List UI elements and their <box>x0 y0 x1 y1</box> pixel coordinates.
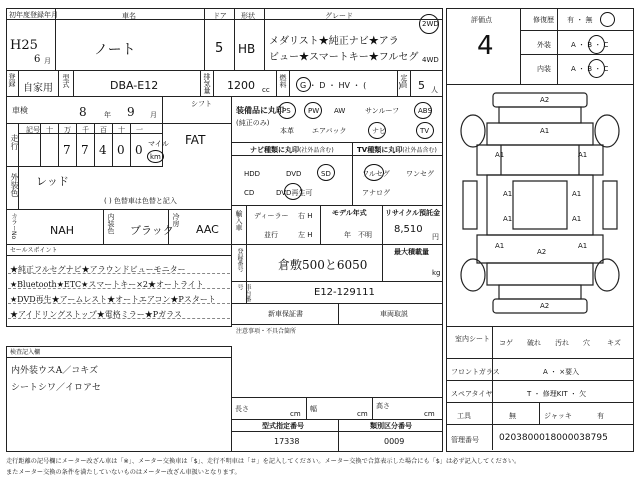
doors-value: 5 <box>215 41 224 56</box>
width-unit: cm <box>357 410 368 418</box>
color-no-value: NAH <box>50 224 75 237</box>
navi-hdd: HDD <box>244 170 261 178</box>
sales-line-2: ★Bluetooth★ETC★スマートキー×2★オートライト <box>10 280 204 289</box>
int-label: 内装 <box>537 65 551 73</box>
notes-box <box>232 325 443 398</box>
inspector-line-2: シートシワ／イロアセ <box>11 383 101 393</box>
header-label-line <box>6 8 443 20</box>
mileage-digit-1: 7 <box>63 143 71 157</box>
repair-label: 修復歴 <box>533 16 554 24</box>
navi-dvd: DVD <box>286 170 302 178</box>
ac-value: AAC <box>196 223 219 236</box>
sheet-item-3: 汚れ <box>555 339 569 347</box>
registration-number: 倉敷500と6050 <box>278 258 368 272</box>
spare-value: T ・ 修理KIT ・ 欠 <box>527 390 587 398</box>
mileage-unit-4: 十 <box>118 126 125 134</box>
navi-sd: SD <box>321 170 331 178</box>
tv-oneseg: ワンセグ <box>406 170 434 178</box>
sheet-item-4: 穴 <box>583 339 590 347</box>
jack-label: ジャッキ <box>544 412 572 420</box>
equipment-subtitle: (純正のみ) <box>236 119 270 127</box>
mileage-unit-0: 十 <box>46 126 53 134</box>
inspection-year: 8 <box>79 105 87 119</box>
class-no-label: 類別区分番号 <box>370 422 412 430</box>
shift-label: シフト <box>191 100 212 108</box>
footer-line-1: 走行距離の記号欄にメーター改ざん車は「※」、メーター交換車は「$」、走行不明車は「＃」を記入してください。メーター交換で合算表示した場合にも「$」は必ず記入してください。 <box>6 458 521 465</box>
sales-label: セールスポイント <box>10 247 58 254</box>
manual-label: 車両取説 <box>380 310 408 318</box>
car-name-label: 車名 <box>122 12 136 20</box>
import-dealer: ディーラー <box>254 212 289 220</box>
recycle-value: 8,510 <box>394 224 423 235</box>
shift-cell <box>162 97 232 167</box>
height-label: 高さ <box>376 402 390 410</box>
score-value: 4 <box>477 31 494 61</box>
car-outline-icon <box>447 85 633 325</box>
car-diagram <box>446 85 634 327</box>
length-unit: cm <box>290 410 301 418</box>
equipment-item-2: AW <box>334 107 346 115</box>
spare-label: スペアタイヤ <box>451 390 493 398</box>
model-year-value: 年 不明 <box>344 231 372 239</box>
navi-dvd-play: DVD再生可 <box>276 189 313 197</box>
capacity-label-cell <box>397 71 411 97</box>
diag-label-7: A1 <box>572 215 582 223</box>
mileage-unit-3: 百 <box>100 126 107 134</box>
grade-label: グレード <box>325 12 353 20</box>
equipment-item-4: ABS <box>418 107 432 115</box>
equipment-item-6: エアバック <box>312 127 347 135</box>
equipment-item-8: TV <box>420 127 430 135</box>
int-options: A ・ B ・ C <box>571 65 609 73</box>
model-year-label: モデル年式 <box>332 209 367 217</box>
length-label: 長さ <box>235 405 249 413</box>
fuel-options: G ・ D ・ HV ・ ( ) <box>300 81 402 90</box>
front-glass-label: フロントガラス <box>451 368 500 376</box>
diag-label-1: A2 <box>540 96 550 104</box>
mileage-divider <box>94 124 95 167</box>
yen-unit: 円 <box>432 233 439 241</box>
mileage-unit-1: 万 <box>64 126 71 134</box>
front-glass-value: A ・ ×要入 <box>543 368 580 376</box>
score-label: 評価点 <box>471 16 492 24</box>
diag-label-10: A2 <box>537 248 547 256</box>
capacity-label: 定員 <box>400 74 408 88</box>
chassis-row <box>232 282 443 304</box>
diag-label-4: A1 <box>503 190 513 198</box>
exterior-note: ( ) 色替車は色替と記入 <box>104 197 177 205</box>
first-reg-label: 初年度登録年月 <box>9 11 58 19</box>
diag-label-3: A1 <box>578 151 588 159</box>
usage-value: 自家用 <box>23 83 53 94</box>
type-label: 型式 <box>62 74 70 88</box>
cc-unit: cc <box>262 86 270 94</box>
repair-options: 有 ・ 無 <box>567 16 593 24</box>
interior-sheet-label: 室内シート <box>455 335 490 343</box>
max-load-label: 最大積載量 <box>394 248 429 256</box>
height-unit: cm <box>424 410 435 418</box>
drive-4wd: 4WD <box>422 56 439 64</box>
model-no-row <box>232 420 443 452</box>
ext-options: A ・ B ・ C <box>571 41 609 49</box>
grade-line1: メダリスト★純正ナビ★アラ <box>269 36 399 47</box>
inspector-line-1: 内外装ウスA／コキズ <box>11 366 99 376</box>
inspection-month-unit: 月 <box>150 111 157 119</box>
color-no-label: カラーNo <box>10 213 17 240</box>
registration-row <box>232 245 443 282</box>
tools-label: 工具 <box>457 412 471 420</box>
sales-line-3: ★DVD再生★アームレスト★オートエアコン★Pスタート <box>10 295 216 304</box>
fuel-label-cell <box>276 71 290 97</box>
recycle-label: リサイクル預託金 <box>385 209 441 217</box>
equipment-item-0: PS <box>282 107 291 115</box>
diag-label-2: A1 <box>495 151 505 159</box>
mileage-divider <box>76 124 77 167</box>
rating-box <box>446 8 634 85</box>
tv-analog: アナログ <box>362 189 390 197</box>
equipment-title: 装備品に丸印 <box>236 106 284 115</box>
mileage-divider <box>40 124 41 167</box>
class-no-value: 0009 <box>384 437 405 446</box>
sheet-item-1: コゲ <box>499 339 513 347</box>
exterior-color: レッド <box>36 175 69 188</box>
mileage-unit-5: 一 <box>136 126 143 134</box>
fuel-label: 燃料 <box>279 74 287 88</box>
equipment-item-5: 本革 <box>280 127 294 135</box>
interior-label: 内装色 <box>107 213 115 234</box>
equipment-item-3: サンルーフ <box>365 107 400 115</box>
tv-title: TV種類に丸印(社外品含む) <box>357 146 437 154</box>
sales-line-4: ★アイドリングストップ★電格ミラー★Pガラス <box>10 310 182 319</box>
shape-value: HB <box>238 42 256 56</box>
first-reg-month: 6 <box>34 54 41 65</box>
notes-label: 注意事項・不具合箇所 <box>236 328 297 335</box>
disp-label-cell <box>200 71 214 97</box>
shape-label: 形状 <box>241 12 255 20</box>
car-name: ノート <box>94 42 136 58</box>
inspection-year-unit: 年 <box>104 111 111 119</box>
diag-label-8: A1 <box>495 242 505 250</box>
drive-2wd: 2WD <box>422 20 439 28</box>
mileage-digit-5: 0 <box>135 143 143 157</box>
kg-unit: kg <box>432 269 441 277</box>
jack-value: 有 <box>597 412 604 420</box>
equipment-box <box>232 97 443 143</box>
mileage-mark-label: 記号 <box>26 126 40 134</box>
inspection-label: 車検 <box>12 106 28 115</box>
ext-label: 外装 <box>537 41 551 49</box>
equipment-item-1: PW <box>308 107 320 115</box>
chassis-number: E12-129111 <box>314 287 375 298</box>
equipment-item-7: ナビ <box>372 127 386 135</box>
first-reg-year: H25 <box>10 38 38 53</box>
capacity-value: 5 <box>418 79 425 92</box>
mileage-divider <box>58 124 59 167</box>
diag-label-6: A1 <box>503 215 513 223</box>
warranty-row <box>232 304 443 325</box>
mgmt-label: 管理番号 <box>451 436 479 444</box>
grade-line2: ビュー★スマートキー★フルセグ <box>269 52 419 63</box>
warranty-label: 新車保証書 <box>268 310 303 318</box>
color-row <box>6 210 232 245</box>
footer-line-2: またメーター交換の条件を満たしていないものはメーター改ざん車扱いとなります。 <box>6 469 241 476</box>
width-label: 幅 <box>310 405 317 413</box>
registration-label: 登録番号 <box>236 248 243 272</box>
mileage-digit-2: 7 <box>81 143 89 157</box>
doors-label: ドア <box>213 12 227 20</box>
km-unit: km <box>150 153 161 161</box>
dims-row <box>232 398 443 420</box>
sales-line-1: ★純正フルセグナビ★アラウンドビューモニター <box>10 265 186 274</box>
ac-label: 冷房 <box>172 213 180 227</box>
import-other: 並行 <box>264 231 278 239</box>
inspector-box <box>6 346 232 452</box>
type-label-cell <box>58 71 74 97</box>
shift-value: FAT <box>185 133 206 147</box>
exterior-row <box>6 167 232 210</box>
interior-value: ブラック <box>130 224 174 237</box>
sheet-item-5: キズ <box>607 339 621 347</box>
chassis-label: 車台番号 <box>236 284 251 302</box>
import-left: 左 H <box>298 231 313 239</box>
tools-value: 無 <box>509 412 516 420</box>
mileage-digit-4: 0 <box>117 143 125 157</box>
import-right: 右 H <box>298 212 313 220</box>
mileage-unit-2: 千 <box>82 126 89 134</box>
diag-label-12: A1 <box>540 127 550 135</box>
navi-tv-box <box>232 143 443 206</box>
diag-label-9: A1 <box>578 242 588 250</box>
model-no-value: 17338 <box>274 437 300 446</box>
model-no-label: 型式指定番号 <box>262 422 304 430</box>
sheet-item-2: 破れ <box>527 339 541 347</box>
month-unit: 月 <box>44 57 51 65</box>
type-value: DBA-E12 <box>110 79 159 92</box>
mgmt-value: 0203800018000038795 <box>499 433 608 443</box>
person-unit: 人 <box>431 86 438 94</box>
diag-label-11: A2 <box>540 302 550 310</box>
mileage-label: 走行 <box>10 134 19 150</box>
mileage-divider <box>130 124 131 167</box>
mile-unit: マイル <box>148 140 169 148</box>
navi-cd: CD <box>244 189 255 197</box>
import-label: 輸入車 <box>235 210 243 231</box>
inspection-month: 9 <box>127 105 135 119</box>
inspector-label: 検査記入欄 <box>10 349 41 356</box>
disp-value: 1200 <box>227 79 255 92</box>
exterior-label: 外装色 <box>10 173 19 197</box>
import-row <box>232 206 443 245</box>
disp-label: 排気量 <box>203 73 211 94</box>
usage-mark: 登録 <box>6 71 19 97</box>
tv-fullseg: フルセグ <box>362 170 390 178</box>
mileage-digit-3: 4 <box>99 143 107 157</box>
navi-title: ナビ種類に丸印(社外品含む) <box>250 146 334 154</box>
diag-label-5: A1 <box>572 190 582 198</box>
int-b-circle <box>588 59 605 78</box>
right-bottom-box <box>446 327 634 452</box>
mileage-divider <box>112 124 113 167</box>
